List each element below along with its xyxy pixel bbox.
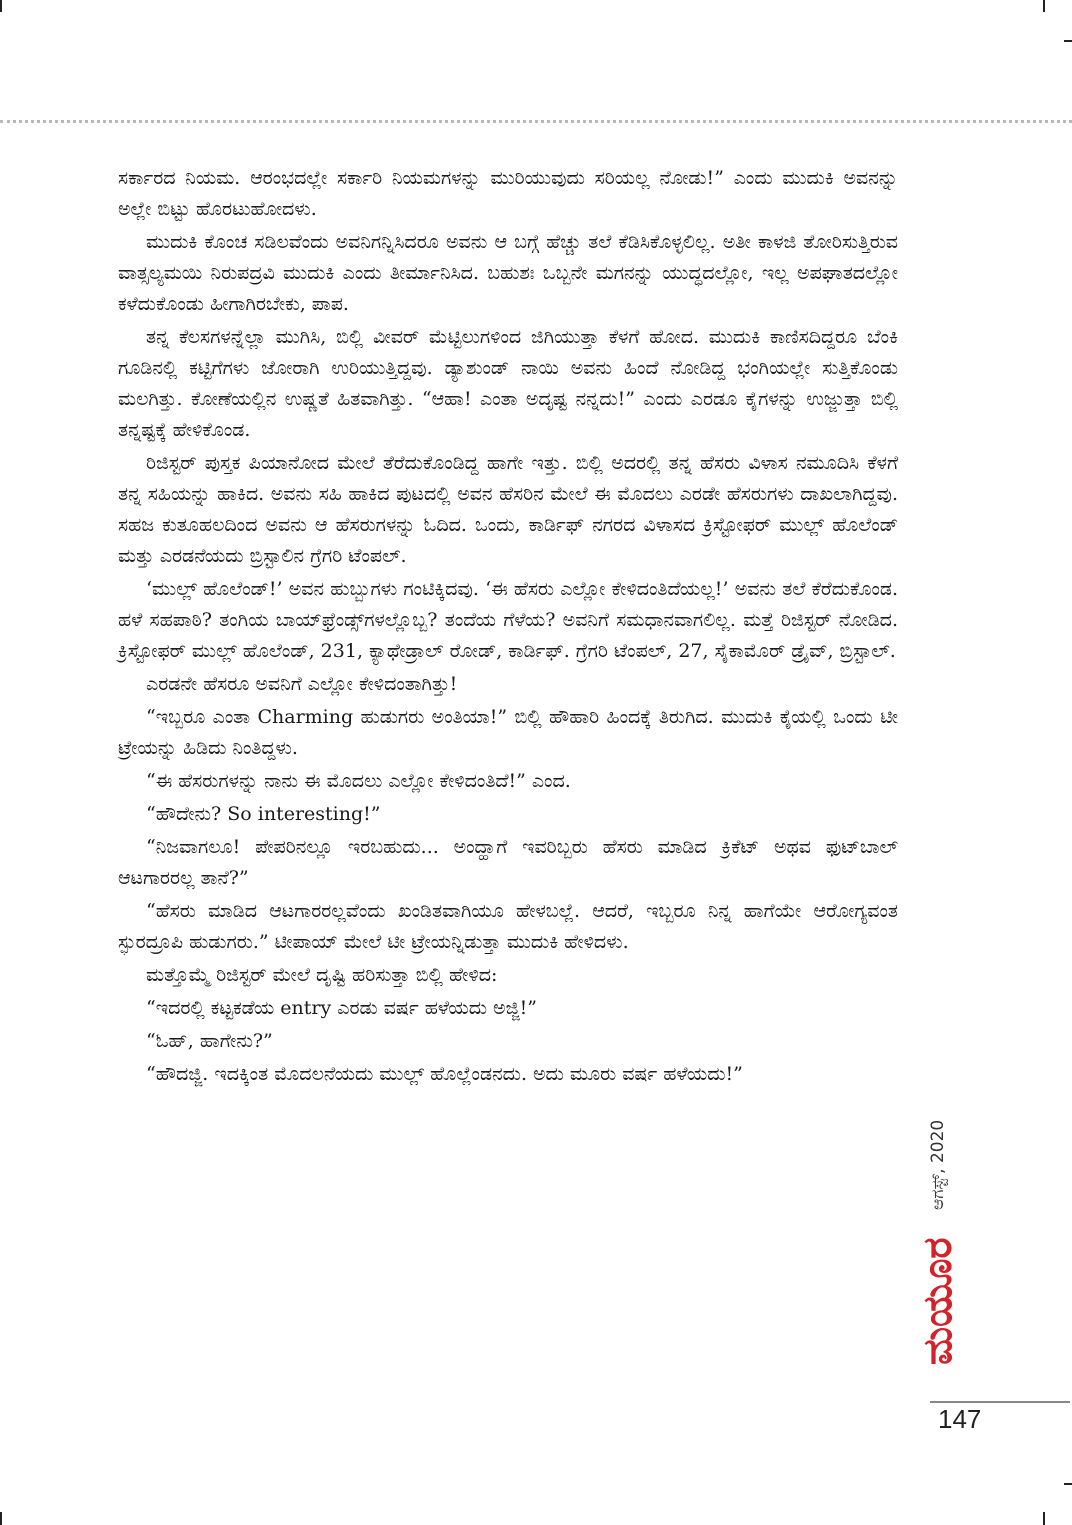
article-paragraph: “ಇಬ್ಬರೂ ಎಂತಾ Charming ಹುಡುಗರು ಅಂತಿಯಾ!” ಬಿಲ್ಲಿ ಹೌಹಾರಿ ಹಿಂದಕ್ಕೆ ತಿರುಗಿದ. ಮುದುಕಿ ಕೈಯಲ್ಲಿ ಒಂದು ಟೀ ಟ್ರೇಯನ್ನು ಹಿಡಿದು ನಿಂತಿದ್ದಳು. [118,706,898,759]
article-paragraph: “ಹೌದೇನು? So interesting!” [146,803,381,825]
article-paragraph: ಮುದುಕಿ ಕೊಂಚ ಸಡಿಲವೆಂದು ಅವನಿಗನ್ನಿಸಿದರೂ ಅವನು ಆ ಬಗ್ಗೆ ಹೆಚ್ಚು ತಲೆ ಕೆಡಿಸಿಕೊಳ್ಳಲಿಲ್ಲ. ಅತೀ ಕಾಳಜಿ ತೋರಿಸುತ್ತಿರುವ ವಾತ್ಸಲ್ಯಮಯಿ ನಿರುಪದ್ರವಿ ಮುದುಕಿ ಎಂದು ತೀರ್ಮಾನಿಸಿದ. ಬಹುಶಃ ಒಬ್ಬನೇ ಮಗನನ್ನು ಯುದ್ಧದಲ್ಲೋ, ಇಲ್ಲ ಅಪಘಾತದಲ್ಲೋ ಕಳೆದುಕೊಂಡು ಹೀಗಾಗಿರಬೇಕು, ಪಾಪ. [118,231,898,315]
article-paragraph: “ನಿಜವಾಗಲೂ! ಪೇಪರಿನಲ್ಲೂ ಇರಬಹುದು... ಅಂದ್ಹಾಗೆ ಇವರಿಬ್ಬರು ಹೆಸರು ಮಾಡಿದ ಕ್ರಿಕೆಟ್ ಅಥವ ಫುಟ್‌ಬಾಲ್ ಆಟಗಾರರಲ್ಲ ತಾನೆ?” [118,836,898,889]
page-number-rule [930,1401,1070,1403]
crop-mark-right-upper [1064,40,1072,42]
article-paragraph: “ಹೆಸರು ಮಾಡಿದ ಆಟಗಾರರಲ್ಲವೆಂದು ಖಂಡಿತವಾಗಿಯೂ ಹೇಳಬಲ್ಲೆ. ಆದರೆ, ಇಬ್ಬರೂ ನಿನ್ನ ಹಾಗೆಯೇ ಆರೋಗ್ಯವಂತ ಸ್ಫುರದ್ರೂಪಿ ಹುಡುಗರು.” ಟೀಪಾಯ್ ಮೇಲೆ ಟೀ ಟ್ರೇಯನ್ನಿಡುತ್ತಾ ಮುದುಕಿ ಹೇಳಿದಳು. [118,900,898,953]
magazine-masthead: ಮಯೂರ [915,1237,961,1365]
article-paragraph: ಸರ್ಕಾರದ ನಿಯಮ. ಆರಂಭದಲ್ಲೇ ಸರ್ಕಾರಿ ನಿಯಮಗಳನ್ನು ಮುರಿಯುವುದು ಸರಿಯಲ್ಲ ನೋಡು!” ಎಂದು ಮುದುಕಿ ಅವನನ್ನು ಅಲ್ಲೇ ಬಿಟ್ಟು ಹೊರಟುಹೋದಳು. [118,167,898,220]
header-dotted-rule [0,120,1072,123]
crop-mark-top-left [0,0,2,12]
article-paragraph: ‘ಮುಲ್ಲ್ ಹೊಲೆಂಡ್!’ ಅವನ ಹುಬ್ಬುಗಳು ಗಂಟಿಕ್ಕಿದವು. ‘ಈ ಹೆಸರು ಎಲ್ಲೋ ಕೇಳಿದಂತಿದೆಯಲ್ಲ!’ ಅವನು ತಲೆ ಕೆರೆದುಕೊಂಡ. ಹಳೆ ಸಹಪಾಠಿ? ತಂಗಿಯ ಬಾಯ್‌ಫ್ರೆಂಡ್ಸ್‌ಗಳಲ್ಲೊಬ್ಬ? ತಂದೆಯ ಗೆಳೆಯ? ಅವನಿಗೆ ಸಮಧಾನವಾಗಲಿಲ್ಲ. ಮತ್ತೆ ರಿಜಿಸ್ಟರ್ ನೋಡಿದ. ಕ್ರಿಸ್ಟೋಫರ್ ಮುಲ್ಲ್ ಹೊಲೆಂಡ್, 231, ಕ್ಯಾಥೇಡ್ರಾಲ್ ರೋಡ್, ಕಾರ್ಡಿಫ್. ಗ್ರೆಗರಿ ಟೆಂಪಲ್, 27, ಸೈಕಾಮೊರ್ ಡ್ರೈವ್, ಬ್ರಿಸ್ಟಾಲ್. [118,578,898,662]
article-paragraph: “ಓಹ್, ಹಾಗೇನು?” [146,1030,273,1052]
article-paragraph: ಎರಡನೇ ಹೆಸರೂ ಅವನಿಗೆ ಎಲ್ಲೋ ಕೇಳಿದಂತಾಗಿತ್ತು! [146,673,458,695]
page-number: 147 [938,1404,982,1434]
crop-mark-right-lower [1064,1483,1072,1485]
crop-mark-bottom-left [0,1512,2,1525]
issue-date: ಆಗಸ್ಟ್, 2020 [928,1119,948,1210]
crop-mark-bottom-right [1043,1512,1045,1525]
article-paragraph: “ಇದರಲ್ಲಿ ಕಟ್ಟಕಡೆಯ entry ಎರಡು ವರ್ಷ ಹಳೆಯದು ಅಜ್ಜಿ!” [146,997,537,1019]
article-paragraph: ಮತ್ತೊಮ್ಮೆ ರಿಜಿಸ್ಟರ್ ಮೇಲೆ ದೃಷ್ಟಿ ಹರಿಸುತ್ತಾ ಬಿಲ್ಲಿ ಹೇಳಿದ: [146,964,498,986]
article-paragraph: “ಈ ಹೆಸರುಗಳನ್ನು ನಾನು ಈ ಮೊದಲು ಎಲ್ಲೋ ಕೇಳಿದಂತಿದೆ!” ಎಂದ. [146,770,571,792]
article-paragraph: ರಿಜಿಸ್ಟರ್ ಪುಸ್ತಕ ಪಿಯಾನೋದ ಮೇಲೆ ತೆರೆದುಕೊಂಡಿದ್ದ ಹಾಗೇ ಇತ್ತು. ಬಿಲ್ಲಿ ಅದರಲ್ಲಿ ತನ್ನ ಹೆಸರು ವಿಳಾಸ ನಮೂದಿಸಿ ಕೆಳಗೆ ತನ್ನ ಸಹಿಯನ್ನು ಹಾಕಿದ. ಅವನು ಸಹಿ ಹಾಕಿದ ಪುಟದಲ್ಲಿ ಅವನ ಹೆಸರಿನ ಮೇಲೆ ಈ ಮೊದಲು ಎರಡೇ ಹೆಸರುಗಳು ದಾಖಲಾಗಿದ್ದವು. ಸಹಜ ಕುತೂಹಲದಿಂದ ಅವನು ಆ ಹೆಸರುಗಳನ್ನು ಓದಿದ. ಒಂದು, ಕಾರ್ಡಿಫ್ ನಗರದ ವಿಳಾಸದ ಕ್ರಿಸ್ಟೋಫರ್ ಮುಲ್ಲ್ ಹೊಲೆಂಡ್ ಮತ್ತು ಎರಡನೆಯದು ಬ್ರಿಸ್ಟಾಲಿನ ಗ್ರೆಗರಿ ಟೆಂಪಲ್. [118,452,898,567]
crop-mark-top-right [1043,0,1045,12]
article-body [118,163,898,1092]
article-paragraph: “ಹೌದಜ್ಜಿ. ಇದಕ್ಕಿಂತ ಮೊದಲನೆಯದು ಮುಲ್ಲ್ ಹೊಲ್ಲೆಂಡನದು. ಅದು ಮೂರು ವರ್ಷ ಹಳೆಯದು!” [146,1063,743,1085]
article-paragraph: ತನ್ನ ಕೆಲಸಗಳನ್ನೆಲ್ಲಾ ಮುಗಿಸಿ, ಬಿಲ್ಲಿ ವೀವರ್ ಮೆಟ್ಟಿಲುಗಳಿಂದ ಜಿಗಿಯುತ್ತಾ ಕೆಳಗೆ ಹೋದ. ಮುದುಕಿ ಕಾಣಿಸದಿದ್ದರೂ ಬೆಂಕಿ ಗೂಡಿನಲ್ಲಿ ಕಟ್ಟಿಗೆಗಳು ಜೋರಾಗಿ ಉರಿಯುತ್ತಿದ್ದವು. ಡ್ಯಾಶುಂಡ್ ನಾಯಿ ಅವನು ಹಿಂದೆ ನೋಡಿದ್ದ ಭಂಗಿಯಲ್ಲೇ ಸುತ್ತಿಕೊಂಡು ಮಲಗಿತ್ತು. ಕೋಣೆಯಲ್ಲಿನ ಉಷ್ಣತೆ ಹಿತವಾಗಿತ್ತು. “ಆಹಾ! ಎಂತಾ ಅದೃಷ್ಟ ನನ್ನದು!” ಎಂದು ಎರಡೂ ಕೈಗಳನ್ನು ಉಜ್ಜುತ್ತಾ ಬಿಲ್ಲಿ ತನ್ನಷ್ಟಕ್ಕೆ ಹೇಳಿಕೊಂಡ. [118,326,898,441]
